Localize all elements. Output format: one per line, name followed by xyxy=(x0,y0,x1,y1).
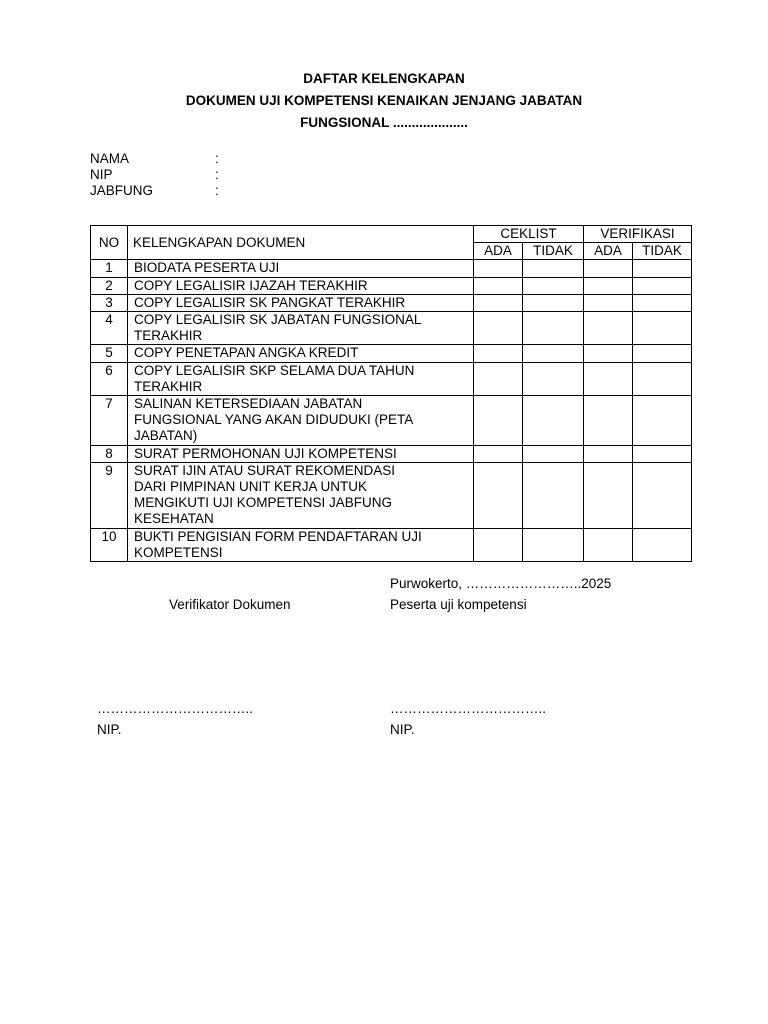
checkbox-cell-verifikasi-ada[interactable] xyxy=(584,396,633,446)
document-name xyxy=(128,294,474,311)
identity-colon: : xyxy=(215,167,219,182)
row-number: 8 xyxy=(91,445,128,462)
peserta-signature-line: …………………………….. xyxy=(390,701,547,716)
checkbox-cell-ceklist-ada[interactable] xyxy=(474,445,523,462)
checkbox-cell-ceklist-tidak[interactable] xyxy=(523,260,584,277)
checkbox-cell-verifikasi-tidak[interactable] xyxy=(633,396,692,446)
checkbox-cell-ceklist-ada[interactable] xyxy=(474,362,523,395)
document-name-line: SURAT IJIN ATAU SURAT REKOMENDASI xyxy=(134,462,396,478)
header-verifikasi-ada: ADA xyxy=(584,243,633,260)
identity-colon: : xyxy=(215,183,219,198)
checkbox-cell-ceklist-tidak[interactable] xyxy=(523,277,584,294)
table-row xyxy=(91,277,692,294)
document-name-line: TERAKHIR xyxy=(134,328,203,344)
document-name xyxy=(128,260,474,277)
checkbox-cell-ceklist-ada[interactable] xyxy=(474,260,523,277)
checkbox-cell-verifikasi-tidak[interactable] xyxy=(633,528,692,561)
checkbox-cell-ceklist-ada[interactable] xyxy=(474,462,523,528)
document-name xyxy=(128,345,474,362)
checkbox-cell-verifikasi-ada[interactable] xyxy=(584,345,633,362)
document-title: DAFTAR KELENGKAPAN xyxy=(303,71,465,86)
checkbox-cell-verifikasi-ada[interactable] xyxy=(584,312,633,345)
checkbox-cell-verifikasi-tidak[interactable] xyxy=(633,312,692,345)
checkbox-cell-verifikasi-ada[interactable] xyxy=(584,445,633,462)
checkbox-cell-ceklist-ada[interactable] xyxy=(474,312,523,345)
table-row xyxy=(91,260,692,277)
document-name-line: SALINAN KETERSEDIAAN JABATAN xyxy=(134,396,363,412)
document-name-line: BIODATA PESERTA UJI xyxy=(134,260,280,276)
document-name xyxy=(128,362,474,395)
header-ceklist-tidak: TIDAK xyxy=(523,243,584,260)
document-name-line: JABATAN) xyxy=(134,428,198,444)
checkbox-cell-ceklist-tidak[interactable] xyxy=(523,396,584,446)
checkbox-cell-verifikasi-tidak[interactable] xyxy=(633,362,692,395)
checkbox-cell-ceklist-tidak[interactable] xyxy=(523,294,584,311)
row-number: 7 xyxy=(91,396,128,446)
checkbox-cell-ceklist-ada[interactable] xyxy=(474,277,523,294)
document-name-line: TERAKHIR xyxy=(134,378,203,394)
identity-label: JABFUNG xyxy=(90,183,154,198)
table-row xyxy=(91,312,692,345)
verifikator-nip: NIP. xyxy=(97,722,122,737)
row-number: 9 xyxy=(91,462,128,528)
checkbox-cell-ceklist-ada[interactable] xyxy=(474,396,523,446)
verifikator-label: Verifikator Dokumen xyxy=(169,597,291,612)
document-name-line: MENGIKUTI UJI KOMPETENSI JABFUNG xyxy=(134,495,393,511)
header-ceklist: CEKLIST xyxy=(474,226,584,243)
document-name-line: KESEHATAN xyxy=(134,511,214,527)
document-name xyxy=(128,396,474,446)
header-ceklist-ada: ADA xyxy=(474,243,523,260)
checkbox-cell-ceklist-tidak[interactable] xyxy=(523,345,584,362)
table-row xyxy=(91,362,692,395)
document-name-line: COPY LEGALISIR SK PANGKAT TERAKHIR xyxy=(134,294,406,310)
verifikator-signature-line: …………………………….. xyxy=(97,701,254,716)
checkbox-cell-verifikasi-tidak[interactable] xyxy=(633,260,692,277)
document-name xyxy=(128,445,474,462)
checkbox-cell-verifikasi-ada[interactable] xyxy=(584,462,633,528)
checkbox-cell-verifikasi-ada[interactable] xyxy=(584,277,633,294)
header-no: NO xyxy=(91,226,128,260)
document-name-line: DARI PIMPINAN UNIT KERJA UNTUK xyxy=(134,479,368,495)
checkbox-cell-verifikasi-ada[interactable] xyxy=(584,362,633,395)
identity-colon: : xyxy=(215,151,219,166)
checkbox-cell-verifikasi-tidak[interactable] xyxy=(633,294,692,311)
checkbox-cell-ceklist-tidak[interactable] xyxy=(523,312,584,345)
header-verifikasi: VERIFIKASI xyxy=(584,226,692,243)
identity-label: NIP xyxy=(90,167,113,182)
table-header-row xyxy=(91,226,692,243)
place-date: Purwokerto, ……………………..2025 xyxy=(390,576,612,591)
checkbox-cell-verifikasi-tidak[interactable] xyxy=(633,345,692,362)
document-name xyxy=(128,312,474,345)
table-row xyxy=(91,445,692,462)
row-number: 4 xyxy=(91,312,128,345)
checkbox-cell-verifikasi-tidak[interactable] xyxy=(633,277,692,294)
row-number: 6 xyxy=(91,362,128,395)
table-row xyxy=(91,345,692,362)
document-checklist-table xyxy=(90,225,692,562)
header-verifikasi-tidak: TIDAK xyxy=(633,243,692,260)
document-name xyxy=(128,277,474,294)
table-row xyxy=(91,294,692,311)
table-row xyxy=(91,528,692,561)
document-name-line: COPY LEGALISIR IJAZAH TERAKHIR xyxy=(134,277,368,293)
checkbox-cell-ceklist-ada[interactable] xyxy=(474,294,523,311)
document-name-line: COPY LEGALISIR SK JABATAN FUNGSIONAL xyxy=(134,312,422,328)
document-name-line: COPY PENETAPAN ANGKA KREDIT xyxy=(134,345,359,361)
table-row xyxy=(91,462,692,528)
checkbox-cell-ceklist-tidak[interactable] xyxy=(523,362,584,395)
checkbox-cell-ceklist-tidak[interactable] xyxy=(523,462,584,528)
row-number: 2 xyxy=(91,277,128,294)
checkbox-cell-verifikasi-tidak[interactable] xyxy=(633,445,692,462)
document-name-line: BUKTI PENGISIAN FORM PENDAFTARAN UJI xyxy=(134,528,422,544)
document-name-line: FUNGSIONAL YANG AKAN DIDUDUKI (PETA xyxy=(134,412,414,428)
header-document: KELENGKAPAN DOKUMEN xyxy=(128,226,474,260)
peserta-label: Peserta uji kompetensi xyxy=(390,597,527,612)
row-number: 5 xyxy=(91,345,128,362)
document-subtitle: DOKUMEN UJI KOMPETENSI KENAIKAN JENJANG JABATAN xyxy=(185,93,583,108)
identity-label: NAMA xyxy=(90,151,130,166)
row-number: 10 xyxy=(91,528,128,561)
row-number: 3 xyxy=(91,294,128,311)
checkbox-cell-verifikasi-tidak[interactable] xyxy=(633,462,692,528)
document-name-line: SURAT PERMOHONAN UJI KOMPETENSI xyxy=(134,445,397,461)
row-number: 1 xyxy=(91,260,128,277)
checkbox-cell-verifikasi-ada[interactable] xyxy=(584,260,633,277)
peserta-nip: NIP. xyxy=(390,722,415,737)
checkbox-cell-ceklist-ada[interactable] xyxy=(474,345,523,362)
document-subtitle-line2: FUNGSIONAL .................... xyxy=(300,115,468,130)
checkbox-cell-ceklist-tidak[interactable] xyxy=(523,445,584,462)
checkbox-cell-ceklist-ada[interactable] xyxy=(474,528,523,561)
document-name xyxy=(128,528,474,561)
document-name-line: KOMPETENSI xyxy=(134,544,223,560)
checkbox-cell-verifikasi-ada[interactable] xyxy=(584,294,633,311)
document-name xyxy=(128,462,474,528)
checkbox-cell-verifikasi-ada[interactable] xyxy=(584,528,633,561)
table-row xyxy=(91,396,692,446)
checkbox-cell-ceklist-tidak[interactable] xyxy=(523,528,584,561)
document-name-line: COPY LEGALISIR SKP SELAMA DUA TAHUN xyxy=(134,362,415,378)
